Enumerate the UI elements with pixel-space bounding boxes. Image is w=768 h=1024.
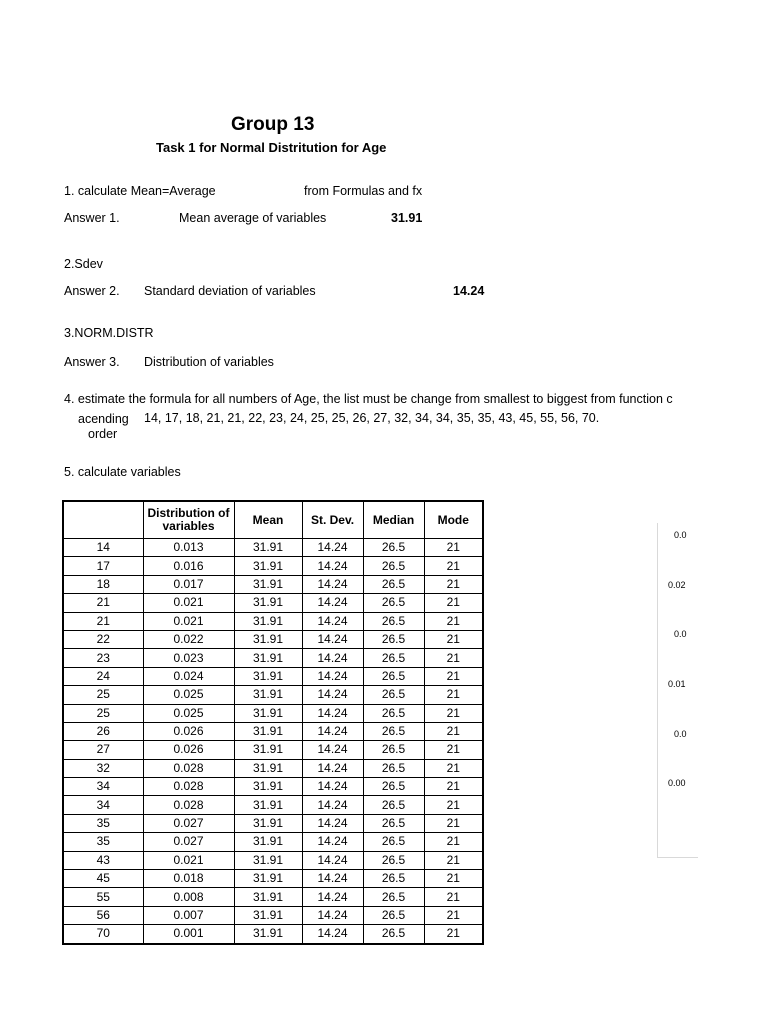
cell-stdev: 14.24 [302, 778, 363, 796]
cell-mean: 31.91 [234, 851, 302, 869]
sorted-age-list: 14, 17, 18, 21, 21, 22, 23, 24, 25, 25, 26, 27, 32, 34, 34, 35, 35, 43, 45, 55, 56, 70. [144, 411, 600, 425]
cell-stdev: 14.24 [302, 906, 363, 924]
cell-stdev: 14.24 [302, 575, 363, 593]
cell-mode: 21 [424, 906, 483, 924]
cell-mean: 31.91 [234, 575, 302, 593]
cell-distribution: 0.007 [143, 906, 234, 924]
cell-mode: 21 [424, 833, 483, 851]
variables-table [62, 500, 484, 945]
answer-1-value: 31.91 [391, 211, 423, 225]
cell-age: 14 [63, 539, 143, 557]
answer-2-label: Answer 2. [64, 284, 120, 298]
question-4: 4. estimate the formula for all numbers of Age, the list must be change from smallest to biggest from function c [64, 392, 673, 406]
chart-tick-label: 0.0 [674, 629, 687, 639]
answer-3-label: Answer 3. [64, 355, 120, 369]
cell-age: 34 [63, 778, 143, 796]
cell-stdev: 14.24 [302, 649, 363, 667]
cell-mean: 31.91 [234, 759, 302, 777]
cell-median: 26.5 [363, 667, 424, 685]
cell-age: 35 [63, 833, 143, 851]
table-row [63, 612, 483, 630]
cell-age: 21 [63, 612, 143, 630]
table-row [63, 870, 483, 888]
cell-distribution: 0.026 [143, 741, 234, 759]
cell-distribution: 0.021 [143, 594, 234, 612]
cell-stdev: 14.24 [302, 759, 363, 777]
cell-distribution: 0.013 [143, 539, 234, 557]
cell-mean: 31.91 [234, 539, 302, 557]
cell-stdev: 14.24 [302, 925, 363, 944]
table-row [63, 557, 483, 575]
cell-distribution: 0.024 [143, 667, 234, 685]
cell-stdev: 14.24 [302, 630, 363, 648]
chart-tick-label: 0.02 [668, 580, 686, 590]
cell-stdev: 14.24 [302, 833, 363, 851]
cell-median: 26.5 [363, 906, 424, 924]
cell-stdev: 14.24 [302, 594, 363, 612]
cell-distribution: 0.028 [143, 778, 234, 796]
cell-mean: 31.91 [234, 814, 302, 832]
cell-median: 26.5 [363, 778, 424, 796]
cell-median: 26.5 [363, 722, 424, 740]
cell-distribution: 0.026 [143, 722, 234, 740]
header-age [63, 501, 143, 539]
chart-tick-label: 0.01 [668, 679, 686, 689]
cell-median: 26.5 [363, 557, 424, 575]
cell-age: 27 [63, 741, 143, 759]
cell-mode: 21 [424, 557, 483, 575]
cell-stdev: 14.24 [302, 814, 363, 832]
cell-age: 25 [63, 704, 143, 722]
cell-mode: 21 [424, 851, 483, 869]
cell-distribution: 0.021 [143, 851, 234, 869]
cell-mean: 31.91 [234, 649, 302, 667]
cell-stdev: 14.24 [302, 557, 363, 575]
cell-stdev: 14.24 [302, 851, 363, 869]
cell-age: 56 [63, 906, 143, 924]
cell-mean: 31.91 [234, 612, 302, 630]
cell-mean: 31.91 [234, 704, 302, 722]
cell-age: 26 [63, 722, 143, 740]
cell-mode: 21 [424, 870, 483, 888]
cell-stdev: 14.24 [302, 686, 363, 704]
table-row [63, 741, 483, 759]
cell-median: 26.5 [363, 796, 424, 814]
cell-age: 21 [63, 594, 143, 612]
table-row [63, 630, 483, 648]
cell-age: 34 [63, 796, 143, 814]
cell-stdev: 14.24 [302, 704, 363, 722]
cell-age: 17 [63, 557, 143, 575]
cell-distribution: 0.023 [143, 649, 234, 667]
table-row [63, 539, 483, 557]
header-stdev: St. Dev. [302, 501, 363, 539]
cell-mean: 31.91 [234, 741, 302, 759]
cell-median: 26.5 [363, 833, 424, 851]
cell-stdev: 14.24 [302, 722, 363, 740]
cell-age: 18 [63, 575, 143, 593]
table-row [63, 649, 483, 667]
cell-age: 25 [63, 686, 143, 704]
cell-age: 22 [63, 630, 143, 648]
table-row [63, 906, 483, 924]
cell-median: 26.5 [363, 612, 424, 630]
answer-2-value: 14.24 [453, 284, 485, 298]
cell-age: 32 [63, 759, 143, 777]
cell-mode: 21 [424, 630, 483, 648]
question-5: 5. calculate variables [64, 465, 181, 479]
cell-mean: 31.91 [234, 594, 302, 612]
answer-2-text: Standard deviation of variables [144, 284, 316, 298]
order-label: order [88, 427, 118, 441]
chart-tick-label: 0.0 [674, 530, 687, 540]
cell-mode: 21 [424, 741, 483, 759]
cell-median: 26.5 [363, 704, 424, 722]
cell-mode: 21 [424, 759, 483, 777]
cell-mode: 21 [424, 539, 483, 557]
cell-distribution: 0.028 [143, 759, 234, 777]
table-row [63, 778, 483, 796]
cell-distribution: 0.018 [143, 870, 234, 888]
ascending-label: acending [78, 412, 129, 426]
cell-mean: 31.91 [234, 686, 302, 704]
cell-stdev: 14.24 [302, 870, 363, 888]
cell-mode: 21 [424, 814, 483, 832]
question-3: 3.NORM.DISTR [64, 326, 154, 340]
cell-median: 26.5 [363, 814, 424, 832]
table-row [63, 759, 483, 777]
cell-age: 55 [63, 888, 143, 906]
page-title: Group 13 [231, 114, 315, 135]
cell-stdev: 14.24 [302, 667, 363, 685]
table-header-row [63, 501, 483, 539]
cell-stdev: 14.24 [302, 612, 363, 630]
answer-1-text: Mean average of variables [179, 211, 327, 225]
cell-mean: 31.91 [234, 888, 302, 906]
cell-stdev: 14.24 [302, 796, 363, 814]
cell-mode: 21 [424, 888, 483, 906]
cell-mean: 31.91 [234, 925, 302, 944]
table-row [63, 814, 483, 832]
cell-mode: 21 [424, 649, 483, 667]
cell-distribution: 0.021 [143, 612, 234, 630]
cell-mean: 31.91 [234, 870, 302, 888]
table-row [63, 722, 483, 740]
cell-mean: 31.91 [234, 557, 302, 575]
cell-mean: 31.91 [234, 833, 302, 851]
chart-tick-label: 0.0 [674, 729, 687, 739]
answer-3-text: Distribution of variables [144, 355, 274, 369]
cell-mode: 21 [424, 778, 483, 796]
cell-median: 26.5 [363, 539, 424, 557]
header-distribution: Distribution of variables [143, 501, 234, 539]
cell-median: 26.5 [363, 759, 424, 777]
table-row [63, 686, 483, 704]
table-row [63, 925, 483, 944]
cell-median: 26.5 [363, 686, 424, 704]
cell-age: 45 [63, 870, 143, 888]
cell-mode: 21 [424, 686, 483, 704]
cell-mode: 21 [424, 796, 483, 814]
cell-stdev: 14.24 [302, 741, 363, 759]
table-row [63, 594, 483, 612]
cell-mode: 21 [424, 612, 483, 630]
page-subtitle: Task 1 for Normal Distritution for Age [156, 140, 387, 155]
cell-distribution: 0.025 [143, 686, 234, 704]
cell-mode: 21 [424, 722, 483, 740]
cell-mode: 21 [424, 925, 483, 944]
cell-distribution: 0.025 [143, 704, 234, 722]
cell-median: 26.5 [363, 741, 424, 759]
cell-distribution: 0.028 [143, 796, 234, 814]
cell-age: 43 [63, 851, 143, 869]
cell-median: 26.5 [363, 649, 424, 667]
cell-distribution: 0.008 [143, 888, 234, 906]
cell-median: 26.5 [363, 851, 424, 869]
cell-mean: 31.91 [234, 630, 302, 648]
cell-mean: 31.91 [234, 796, 302, 814]
header-median: Median [363, 501, 424, 539]
question-1-note: from Formulas and fx [304, 184, 423, 198]
table-row [63, 575, 483, 593]
cell-distribution: 0.022 [143, 630, 234, 648]
cell-mode: 21 [424, 594, 483, 612]
table-row [63, 667, 483, 685]
cell-mode: 21 [424, 575, 483, 593]
cell-mean: 31.91 [234, 722, 302, 740]
header-mean: Mean [234, 501, 302, 539]
cell-age: 23 [63, 649, 143, 667]
cell-age: 35 [63, 814, 143, 832]
question-1: 1. calculate Mean=Average [64, 184, 216, 198]
table-row [63, 796, 483, 814]
cell-mode: 21 [424, 704, 483, 722]
cell-stdev: 14.24 [302, 539, 363, 557]
cell-median: 26.5 [363, 594, 424, 612]
cell-median: 26.5 [363, 870, 424, 888]
cell-distribution: 0.027 [143, 814, 234, 832]
cell-mean: 31.91 [234, 667, 302, 685]
cell-distribution: 0.001 [143, 925, 234, 944]
chart-fragment [657, 523, 698, 858]
cell-median: 26.5 [363, 925, 424, 944]
cell-stdev: 14.24 [302, 888, 363, 906]
cell-median: 26.5 [363, 575, 424, 593]
answer-1-label: Answer 1. [64, 211, 120, 225]
cell-median: 26.5 [363, 888, 424, 906]
cell-mode: 21 [424, 667, 483, 685]
cell-median: 26.5 [363, 630, 424, 648]
header-mode: Mode [424, 501, 483, 539]
table-row [63, 704, 483, 722]
cell-distribution: 0.017 [143, 575, 234, 593]
table-row [63, 833, 483, 851]
cell-mean: 31.91 [234, 778, 302, 796]
cell-age: 24 [63, 667, 143, 685]
cell-age: 70 [63, 925, 143, 944]
chart-tick-label: 0.00 [668, 778, 686, 788]
cell-distribution: 0.016 [143, 557, 234, 575]
question-2: 2.Sdev [64, 257, 103, 271]
table-body [63, 539, 483, 944]
table-row [63, 851, 483, 869]
table-row [63, 888, 483, 906]
cell-mean: 31.91 [234, 906, 302, 924]
cell-distribution: 0.027 [143, 833, 234, 851]
